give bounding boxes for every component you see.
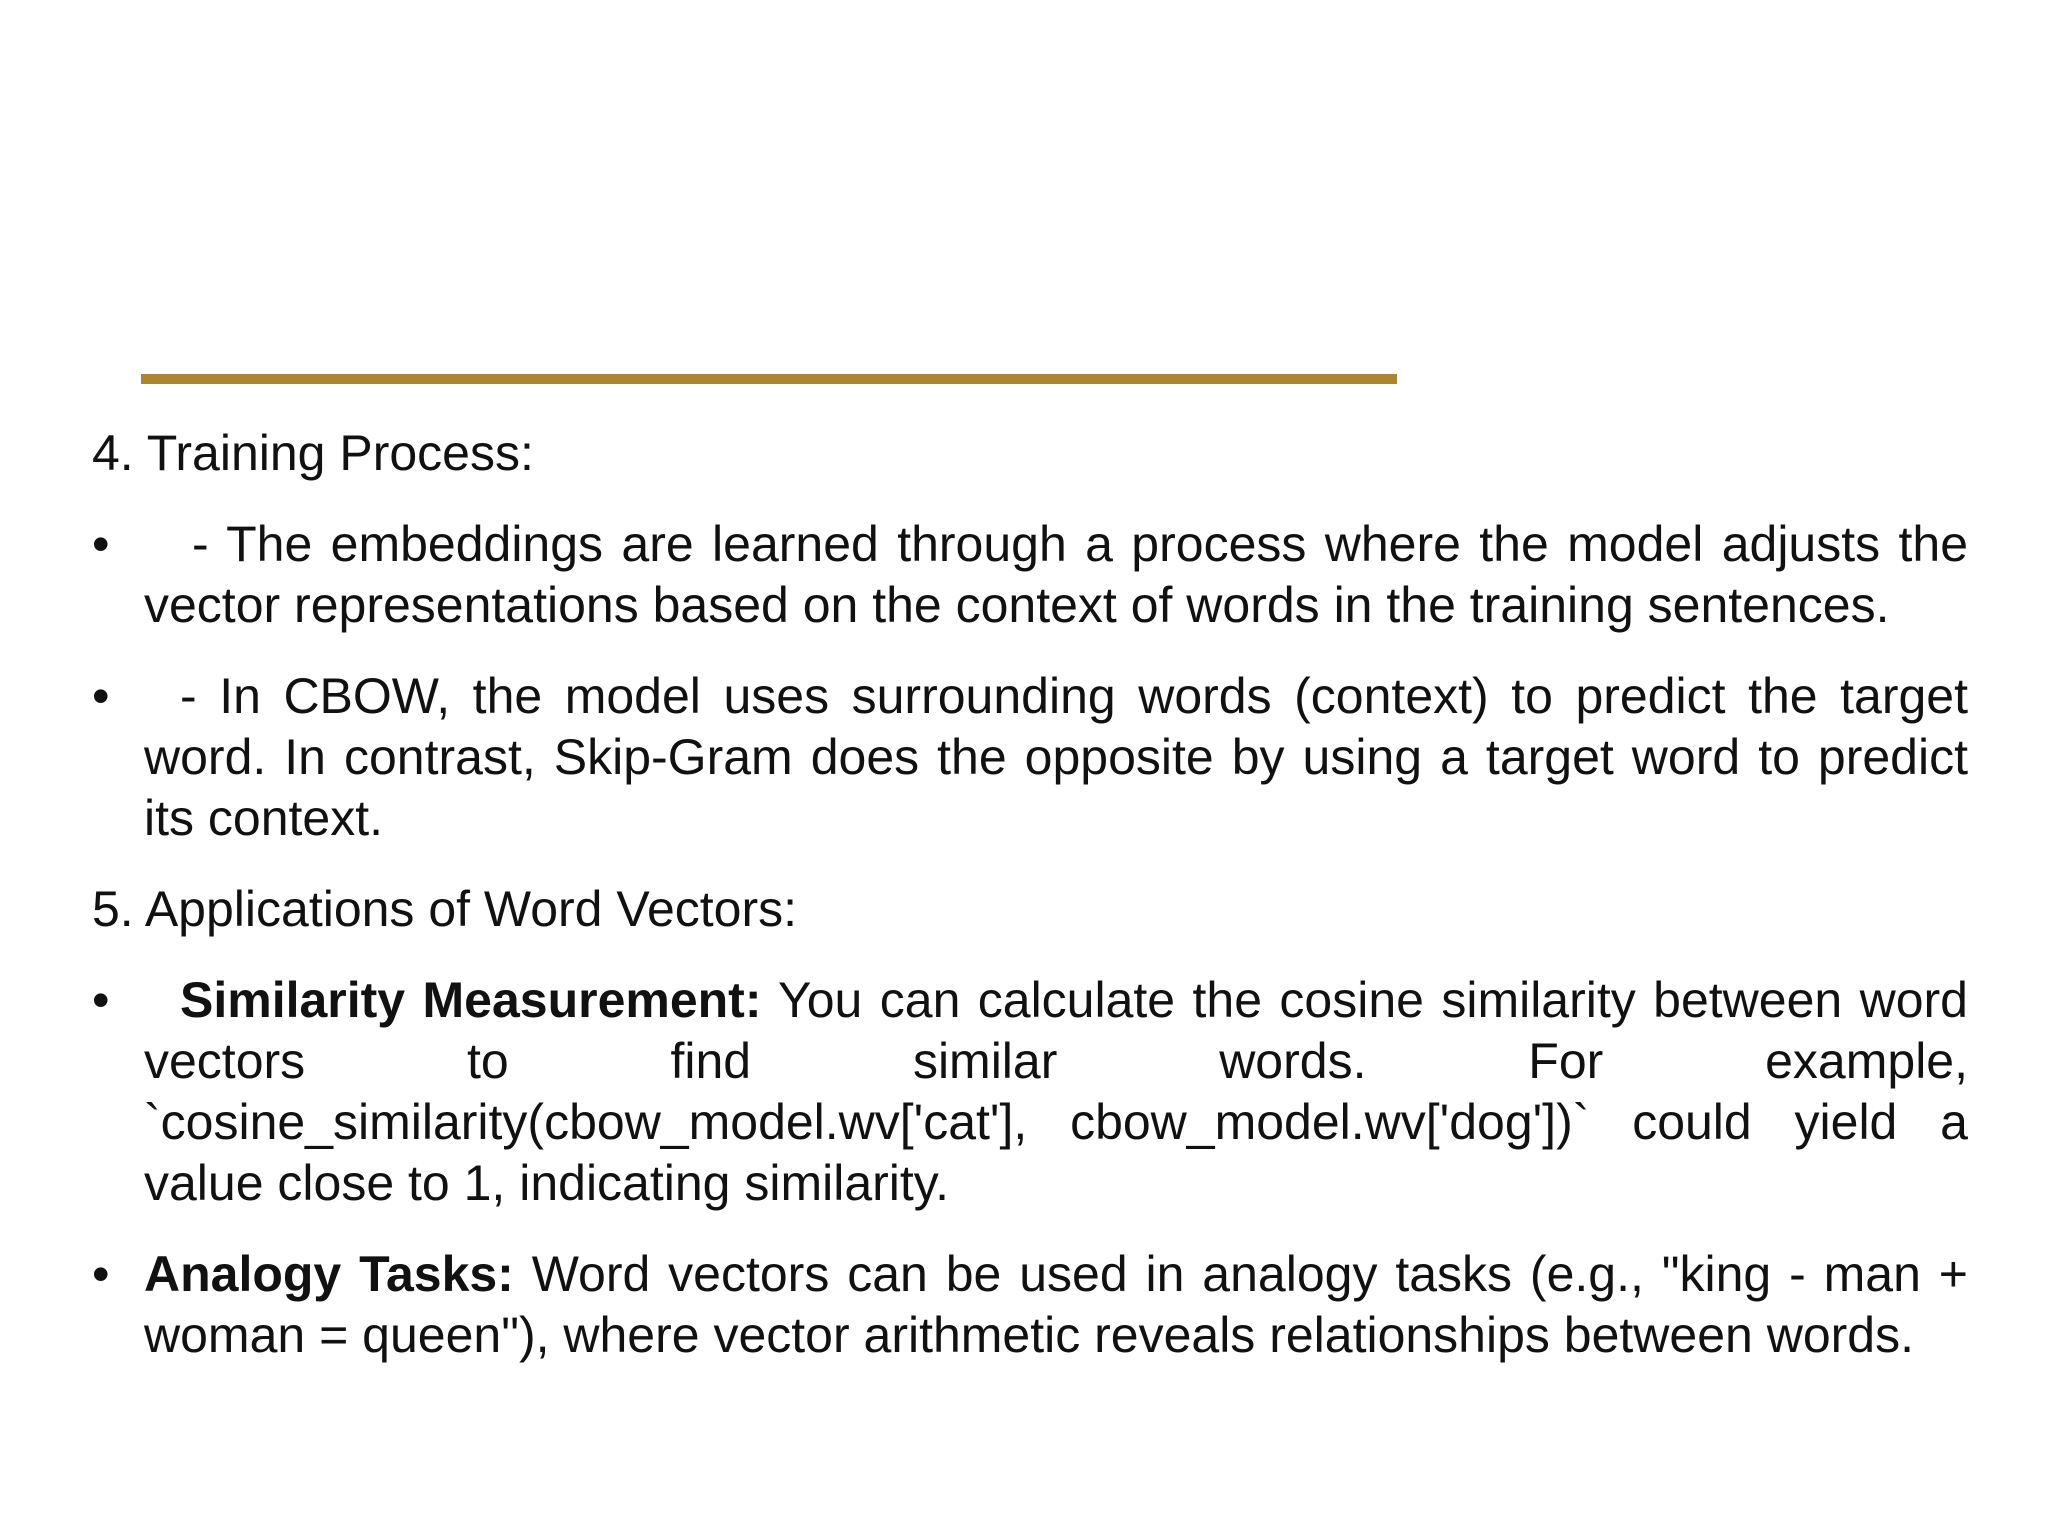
bullet-dot-icon: • <box>92 972 110 1028</box>
slide-body <box>92 423 1968 1396</box>
bullet-analogy-tasks <box>92 1244 1968 1366</box>
bullet-similarity-measurement <box>92 970 1968 1214</box>
accent-divider <box>141 374 1397 384</box>
section-heading-applications: 5. Applications of Word Vectors: <box>92 881 798 937</box>
bullet-dot-icon: • <box>92 1246 110 1302</box>
bullet-dot-icon: • <box>92 516 110 572</box>
bullet-bold-label: Analogy Tasks: <box>144 1246 514 1302</box>
bullet-embeddings-learned <box>92 514 1968 636</box>
bullet-dot-icon: • <box>92 668 110 724</box>
bullet-text: You can calculate the cosine similarity between word vectors to find similar words. For example, `cosine_similarity(cbow_model.wv['cat'], cbow_model.wv['dog'])` could yield a value close to 1, indicating similarity. <box>144 972 1968 1211</box>
section-heading-training: 4. Training Process: <box>92 425 534 481</box>
bullet-bold-label: Similarity Measurement: <box>180 972 762 1028</box>
bullet-text: - In CBOW, the model uses surrounding words (context) to predict the target word. In contrast, Skip-Gram does the opposite by using a target word to predict its context. <box>144 668 1968 846</box>
bullet-text: - The embeddings are learned through a process where the model adjusts the vector representations based on the context of words in the training sentences. <box>144 516 1968 633</box>
bullet-text: Word vectors can be used in analogy tasks (e.g., "king - man + woman = queen"), where vector arithmetic reveals relationships between words. <box>144 1246 1968 1363</box>
bullet-cbow-skipgram <box>92 666 1968 849</box>
